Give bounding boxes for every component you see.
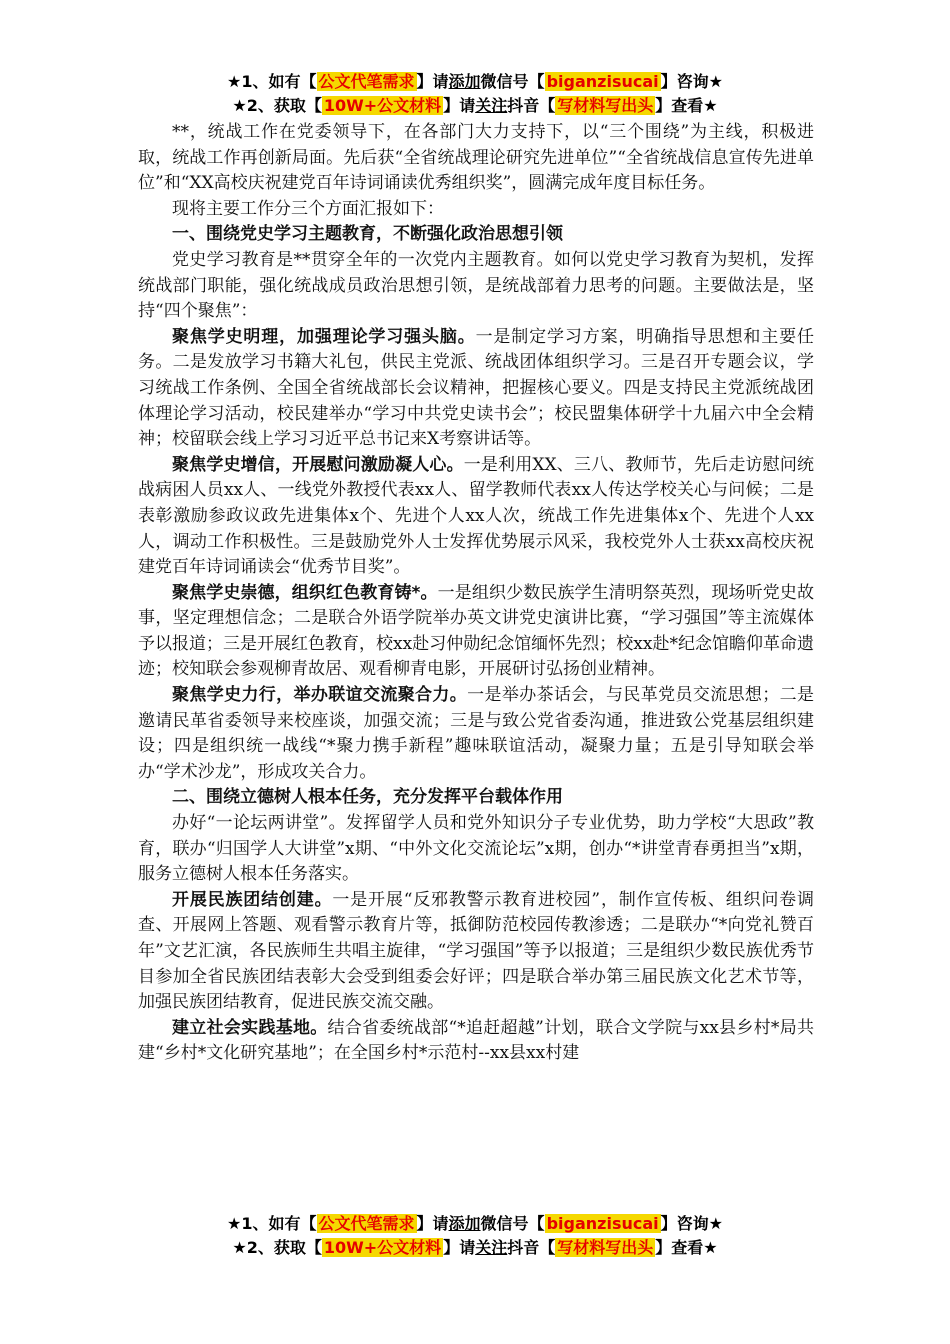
promo-text: 】请 — [443, 1238, 476, 1257]
promo-emphasis: 添加 — [448, 72, 481, 91]
paragraph-focus-3 — [138, 581, 814, 683]
focus-3-title: 聚焦学史崇德，组织红色教育铸*。 — [172, 582, 438, 603]
section-heading-2: 二、围绕立德树人根本任务，充分发挥平台载体作用 — [172, 787, 563, 808]
promo-highlight: 公文代笔需求 — [318, 72, 415, 91]
practice-base-text: 结合省委统战部“*追赶超越”计划，联合文学院与xx县乡村*局共建“乡村*文化研究基地”；在全国乡村*示范村--xx县xx村建 — [138, 1017, 815, 1064]
promo-highlight: 10W+公文材料 — [323, 1238, 442, 1257]
focus-1-title: 聚焦学史明理，加强理论学习强头脑。 — [172, 326, 476, 347]
promo-line-1 — [0, 1212, 950, 1236]
promo-douyin-id: 写材料写出头 — [557, 1238, 654, 1257]
promo-text: 】咨询★ — [660, 72, 723, 91]
promo-wechat-id: biganzisucai — [546, 1214, 659, 1233]
promo-emphasis: 关注 — [475, 96, 508, 115]
paragraph-forum: 办好“一论坛两讲堂”。发挥留学人员和党外知识分子专业优势，助力学校“大思政”教育，联办“归国学人大讲堂”x期、“中外文化交流论坛”x期，创办“*讲堂青春勇担当”x期，服务立德树人根本任务落实。 — [138, 813, 814, 885]
paragraph-focus-1 — [138, 325, 814, 453]
promo-text: 抖音【 — [507, 1238, 556, 1257]
promo-text: ★2、获取【 — [232, 96, 322, 115]
ethnic-unity-text: 一是开展“反邪教警示教育进校园”，制作宣传板、组织问卷调查、开展网上答题、观看警示教育片等，抵御防范校园传教渗透；二是联办“*向党礼赞百年”文艺汇演，各民族师生共唱主旋律，“学习强国”等予以报道；三是组织少数民族优秀节目参加全省民族团结表彰大会受到组委会好评；四是联合举办第三届民族文化艺术节等，加强民族团结教育，促进民族交流交融。 — [138, 889, 814, 1013]
ethnic-unity-title: 开展民族团结创建。 — [172, 889, 333, 910]
focus-2-text: 一是利用XX、三八、教师节，先后走访慰问统战病困人员xx人、一线党外教授代表xx人、留学教师代表xx人传达学校关心与问候；二是表彰激励参政议政先进集体x个、先进个人xx人次，统战工作先进集体x个、先进个人xx人，调动工作积极性。三是鼓励党外人士发挥优势展示风采，我校党外人士获xx高校庆祝建党百年诗词诵读会“优秀节目奖”。 — [138, 454, 814, 578]
promo-line-2 — [0, 94, 950, 118]
paragraph-focus-4 — [138, 683, 814, 785]
focus-4-text: 一是举办茶话会，与民革党员交流思想；二是邀请民革省委领导来校座谈，加强交流；三是与致公党省委沟通，推进致公党基层组织建设；四是组织统一战线“*聚力携手新程”趣味联谊活动，凝聚力量；五是引导知联会举办“学术沙龙”，形成攻关合力。 — [138, 685, 815, 782]
promo-banner-bottom — [0, 1212, 950, 1260]
promo-douyin-id: 写材料写出头 — [557, 96, 654, 115]
promo-emphasis: 关注 — [475, 1238, 508, 1257]
promo-line-2 — [0, 1236, 950, 1260]
promo-wechat-id: biganzisucai — [546, 72, 659, 91]
promo-text: ★2、获取【 — [232, 1238, 322, 1257]
promo-emphasis: 添加 — [448, 1214, 481, 1233]
promo-highlight: 公文代笔需求 — [318, 1214, 415, 1233]
paragraph-section-1-intro: 党史学习教育是**贯穿全年的一次党内主题教育。如何以党史学习教育为契机，发挥统战部门职能，强化统战成员政治思想引领，是统战部着力思考的问题。主要做法是，坚持“四个聚焦”： — [138, 249, 814, 322]
paragraph-practice-base — [138, 1016, 814, 1067]
focus-1-text: 一是制定学习方案，明确指导思想和主要任务。二是发放学习书籍大礼包，供民主党派、统战团体组织学习。三是召开专题会议，学习统战工作条例、全国全省统战部长会议精神，把握核心要义。四是支持民主党派统战团体理论学习活动，校民建举办“学习中共党史读书会”；校民盟集体研学十九届六中全会精神；校留联会线上学习习近平总书记来X考察讲话等。 — [138, 326, 815, 450]
paragraph-focus-2 — [138, 453, 814, 581]
promo-highlight: 10W+公文材料 — [323, 96, 442, 115]
promo-text: 】咨询★ — [660, 1214, 723, 1233]
promo-line-1 — [0, 70, 950, 94]
practice-base-title: 建立社会实践基地。 — [172, 1017, 328, 1038]
promo-banner-top — [0, 70, 950, 118]
focus-3-text: 一是组织少数民族学生清明祭英烈，现场听党史故事，坚定理想信念；二是联合外语学院举办英文讲党史演讲比赛，“学习强国”等主流媒体予以报道；三是开展红色教育，校xx赴习仲勋纪念馆缅怀先烈；校xx赴*纪念馆瞻仰革命遗迹；校知联会参观柳青故居、观看柳青电影，开展研讨弘扬创业精神。 — [138, 582, 815, 680]
promo-text: ★1、如有【 — [227, 72, 317, 91]
focus-2-title: 聚焦学史增信，开展慰问激励凝人心。 — [172, 454, 464, 475]
focus-4-title: 聚焦学史力行，举办联谊交流聚合力。 — [172, 685, 468, 706]
paragraph-ethnic-unity — [138, 888, 814, 1016]
document-body — [138, 120, 814, 1067]
promo-text: 抖音【 — [507, 96, 556, 115]
promo-text: 】请 — [443, 96, 476, 115]
promo-text: 】请 — [416, 1214, 449, 1233]
promo-text: ★1、如有【 — [227, 1214, 317, 1233]
promo-text: 】请 — [416, 72, 449, 91]
promo-text: 微信号【 — [480, 72, 545, 91]
paragraph-intro: **，统战工作在党委领导下，在各部门大力支持下，以“三个围绕”为主线，积极进取，统战工作再创新局面。先后获“全省统战理论研究先进单位”“全省统战信息宣传先进单位”和“XX高校庆祝建党百年诗词诵读优秀组织奖”，圆满完成年度目标任务。 — [138, 122, 814, 194]
promo-text: 】查看★ — [655, 1238, 718, 1257]
promo-text: 微信号【 — [480, 1214, 545, 1233]
paragraph-overview: 现将主要工作分三个方面汇报如下： — [172, 198, 444, 219]
section-heading-1: 一、围绕党史学习主题教育，不断强化政治思想引领 — [172, 224, 563, 245]
promo-text: 】查看★ — [655, 96, 718, 115]
